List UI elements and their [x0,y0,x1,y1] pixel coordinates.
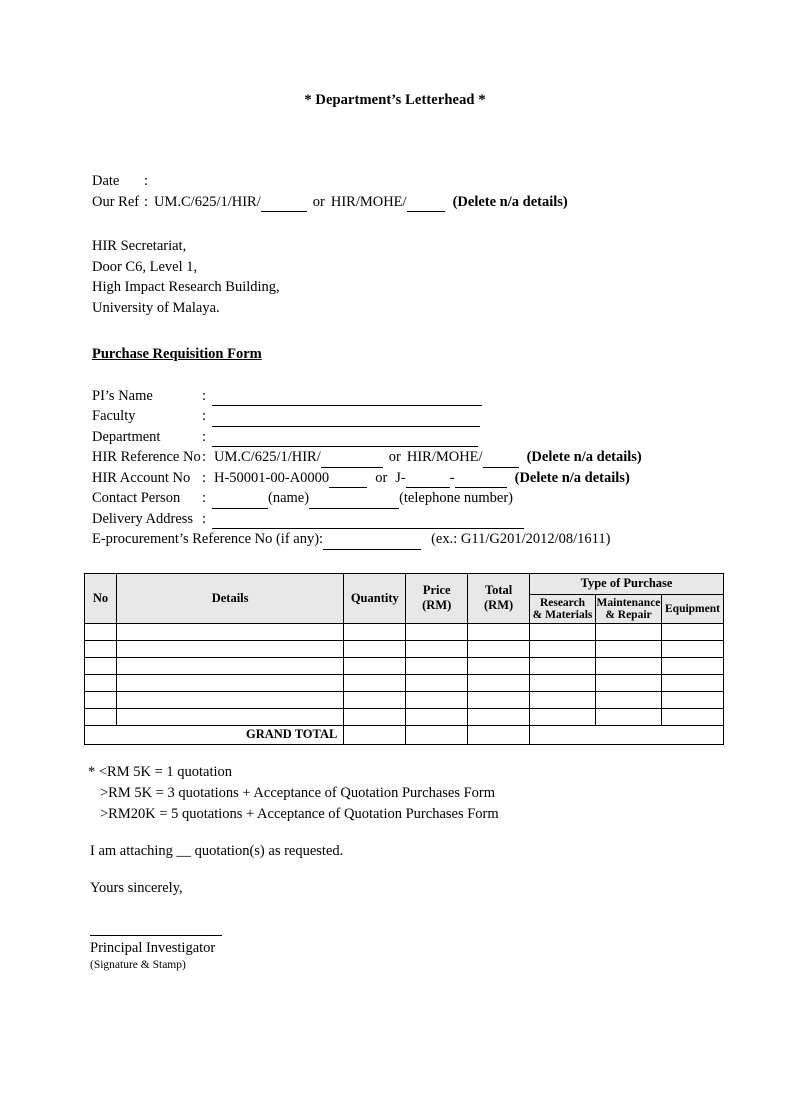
form-title-block [92,344,790,365]
our-ref-colon: : [144,193,149,210]
cell-details[interactable] [116,657,343,674]
note-line-2: >RM 5K = 3 quotations + Acceptance of Quotation Purchases Form [100,784,496,801]
hir-account-blank[interactable] [329,473,367,488]
cell-quantity[interactable] [344,674,406,691]
cell-research[interactable] [530,691,596,708]
purchase-items-table [84,573,724,745]
header-maintenance-repair [595,594,661,623]
cell-equipment[interactable] [661,674,723,691]
department-input[interactable] [212,432,478,447]
our-ref-value: UM.C/625/1/HIR/ [154,193,261,210]
contact-person-phone-input[interactable] [367,494,399,509]
header-quantity: Quantity [344,573,406,623]
hir-account-alt: J- [395,469,406,486]
grand-total-quantity[interactable] [344,725,406,744]
cell-quantity[interactable] [344,623,406,640]
cell-no[interactable] [85,657,117,674]
department-label: Department [92,428,161,445]
field-hir-reference-no [92,447,790,468]
delivery-address-label: Delivery Address [92,510,194,527]
hir-account-note: (Delete n/a details) [514,469,630,486]
table-row[interactable] [85,623,724,640]
table-row[interactable] [85,657,724,674]
document-page [0,92,790,1114]
eprocurement-label: E-procurement’s Reference No (if any): [92,531,324,547]
cell-price[interactable] [406,657,468,674]
cell-equipment[interactable] [661,657,723,674]
delivery-address-input[interactable] [212,514,524,529]
cell-research[interactable] [530,623,596,640]
note-line-3: >RM20K = 5 quotations + Acceptance of Quotation Purchases Form [100,805,499,822]
note-line-1: * <RM 5K = 1 quotation [88,763,233,780]
hir-account-colon: : [202,469,207,486]
cell-no[interactable] [85,623,117,640]
pi-name-colon: : [202,387,207,404]
cell-quantity[interactable] [344,708,406,725]
cell-price[interactable] [406,691,468,708]
table-row[interactable] [85,640,724,657]
hir-account-alt-tail: - [449,469,455,486]
cell-no[interactable] [85,640,117,657]
cell-no[interactable] [85,674,117,691]
cell-research[interactable] [530,640,596,657]
grand-total-total[interactable] [468,725,530,744]
cell-equipment[interactable] [661,708,723,725]
grand-total-type[interactable] [530,725,724,744]
field-hir-account-no [92,468,790,489]
cell-research[interactable] [530,657,596,674]
eprocurement-input[interactable] [323,535,421,550]
hir-account-value: H-50001-00-A0000 [214,469,330,486]
address-line-4: University of Malaya. [92,299,220,316]
cell-total[interactable] [468,674,530,691]
our-ref-blank[interactable] [261,197,307,212]
field-faculty [92,406,790,427]
address-block [92,236,790,318]
attaching-statement: I am attaching __ quotation(s) as requested. [90,842,344,859]
cell-quantity[interactable] [344,640,406,657]
header-total-line2: (RM) [484,598,514,612]
hir-account-alt-blank-2[interactable] [455,473,507,488]
hir-reference-label: HIR Reference No [92,449,201,465]
table-row[interactable] [85,691,724,708]
reference-block [92,171,790,212]
pi-name-input[interactable] [212,391,482,406]
our-ref-label: Our Ref [92,193,140,210]
cell-price[interactable] [406,708,468,725]
eprocurement-example: (ex.: G11/G201/2012/08/1611) [431,531,611,547]
cell-total[interactable] [468,640,530,657]
table-header-row-1 [85,573,724,594]
our-ref-or: or [312,193,325,210]
header-price-line1: Price [422,583,451,597]
department-colon: : [202,428,207,445]
cell-no[interactable] [85,708,117,725]
our-ref-note: (Delete n/a details) [452,193,568,210]
our-ref-row [92,192,790,213]
contact-person-name-input[interactable] [212,494,268,509]
cell-details[interactable] [116,674,343,691]
header-equipment: Equipment [661,594,723,623]
table-row[interactable] [85,674,724,691]
table-row[interactable] [85,708,724,725]
contact-person-label: Contact Person [92,490,181,506]
fields-block [92,386,790,550]
signature-stamp-note: (Signature & Stamp) [90,958,186,971]
address-line-1: HIR Secretariat, [92,238,187,254]
header-maintenance-line2: & Repair [605,608,652,621]
faculty-label: Faculty [92,408,136,424]
header-total [468,573,530,623]
hir-reference-note: (Delete n/a details) [526,449,642,465]
contact-person-name-hint: (name) [268,490,310,506]
cell-quantity[interactable] [344,691,406,708]
quotation-notes [88,762,790,825]
cell-total[interactable] [468,657,530,674]
cell-maintenance[interactable] [595,657,661,674]
hir-account-label: HIR Account No [92,469,191,486]
hir-account-alt-blank-1[interactable] [406,473,450,488]
field-delivery-address [92,509,790,530]
cell-details[interactable] [116,708,343,725]
field-eprocurement [92,529,790,550]
contact-person-phone-hint: (telephone number) [399,490,514,506]
cell-maintenance[interactable] [595,623,661,640]
cell-research[interactable] [530,708,596,725]
cell-maintenance[interactable] [595,640,661,657]
cell-no[interactable] [85,691,117,708]
header-research-line2: & Materials [532,608,593,621]
contact-person-colon: : [202,490,207,506]
cell-quantity[interactable] [344,657,406,674]
page-title: Purchase Requisition Form [92,346,262,362]
cell-research[interactable] [530,674,596,691]
cell-price[interactable] [406,674,468,691]
header-price-line2: (RM) [422,598,452,612]
grand-total-label: GRAND TOTAL [85,725,344,744]
cell-maintenance[interactable] [595,708,661,725]
cell-details[interactable] [116,640,343,657]
header-price [406,573,468,623]
header-maintenance-line1: Maintenance [596,596,661,609]
header-no: No [85,573,117,623]
hir-reference-colon: : [202,449,207,465]
grand-total-row [85,725,724,744]
field-pi-name [92,386,790,407]
address-line-3: High Impact Research Building, [92,279,280,295]
hir-account-or: or [375,469,388,486]
cell-details[interactable] [116,691,343,708]
header-total-line1: Total [484,583,513,597]
field-department [92,427,790,448]
date-row [92,171,790,192]
address-line-2: Door C6, Level 1, [92,258,198,275]
hir-reference-value: UM.C/625/1/HIR/ [214,449,321,465]
hir-reference-alt-blank[interactable] [483,453,519,468]
faculty-colon: : [202,408,207,424]
date-label: Date [92,173,120,189]
principal-investigator-label: Principal Investigator [90,939,216,956]
cell-price[interactable] [406,640,468,657]
hir-reference-or: or [388,449,401,465]
cell-maintenance[interactable] [595,674,661,691]
our-ref-alt-blank[interactable] [407,197,445,212]
cell-equipment[interactable] [661,691,723,708]
pi-name-label: PI’s Name [92,387,153,404]
signature-line [90,935,222,936]
table-header [85,573,724,623]
contact-person-name-input-2[interactable] [309,494,367,509]
cell-price[interactable] [406,623,468,640]
our-ref-alt: HIR/MOHE/ [330,193,407,210]
cell-equipment[interactable] [661,640,723,657]
header-research-line1: Research [539,596,586,609]
table-body [85,623,724,744]
grand-total-price[interactable] [406,725,468,744]
header-research-materials [530,594,596,623]
closing-salutation: Yours sincerely, [90,879,183,896]
cell-equipment[interactable] [661,623,723,640]
date-colon: : [144,173,149,189]
cell-details[interactable] [116,623,343,640]
header-type-of-purchase: Type of Purchase [530,573,724,594]
field-contact-person [92,488,790,509]
hir-reference-alt: HIR/MOHE/ [406,449,483,465]
cell-total[interactable] [468,691,530,708]
letterhead-title: * Department’s Letterhead * [304,92,486,108]
cell-maintenance[interactable] [595,691,661,708]
cell-total[interactable] [468,708,530,725]
faculty-input[interactable] [212,412,480,427]
cell-total[interactable] [468,623,530,640]
header-details: Details [116,573,343,623]
delivery-address-colon: : [202,510,207,527]
hir-reference-blank[interactable] [321,453,383,468]
